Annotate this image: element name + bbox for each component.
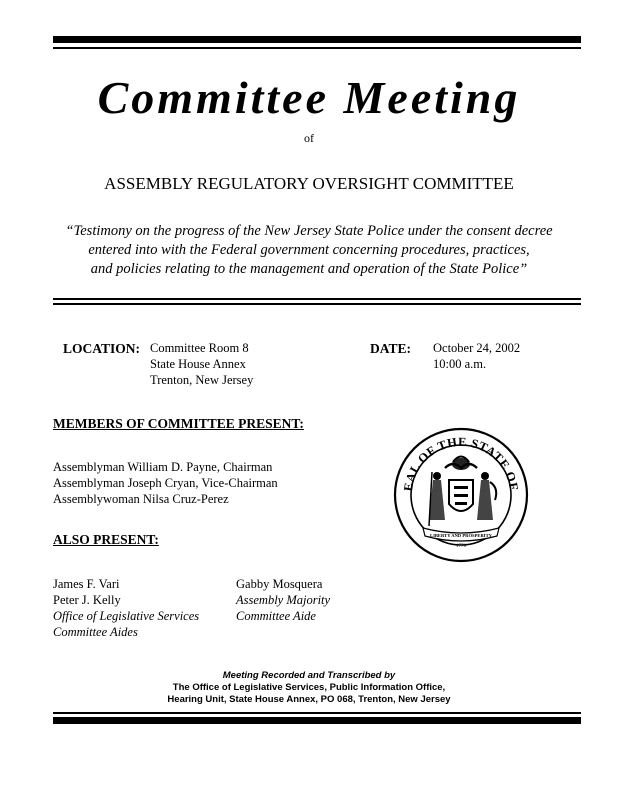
committee-name: ASSEMBLY REGULATORY OVERSIGHT COMMITTEE [104, 174, 514, 193]
middle-rule-thin-2 [53, 303, 581, 305]
staff-name: Gabby Mosquera [236, 577, 323, 591]
staff-role: Office of Legislative Services [53, 609, 200, 623]
location-line: Trenton, New Jersey [150, 373, 254, 387]
location-label: LOCATION: [63, 341, 141, 356]
footer-recorded: Meeting Recorded and Transcribed by [222, 670, 396, 681]
subject-line: “Testimony on the progress of the New Jersey State Police under the consent decree [65, 223, 553, 239]
footer-line-1: The Office of Legislative Services, Public Information Office, [172, 682, 446, 693]
page-title: Committee Meeting [97, 72, 521, 123]
subject-line: entered into with the Federal government concerning procedures, practices, [88, 242, 530, 258]
date-label: DATE: [370, 341, 412, 356]
member-name: Assemblyman Joseph Cryan, Vice-Chairman [53, 476, 278, 490]
subject-line: and policies relating to the management and operation of the State Police” [90, 261, 528, 277]
also-present-right [236, 576, 330, 624]
member-name: Assemblywoman Nilsa Cruz-Perez [53, 492, 229, 506]
meeting-subject [60, 222, 558, 279]
also-present-left [53, 576, 199, 640]
members-heading: MEMBERS OF COMMITTEE PRESENT: [53, 416, 304, 431]
svg-text:1776: 1776 [456, 544, 466, 549]
top-rule-thin [53, 47, 581, 49]
middle-rule-thin [53, 298, 581, 300]
svg-text:THE GREAT SEAL OF THE STATE OF: EAL OF THE STATE OF [401, 434, 521, 493]
date-line: 10:00 a.m. [433, 357, 487, 371]
date-block [433, 340, 520, 372]
bottom-rule-thin [53, 712, 581, 714]
bottom-rule-thick [53, 717, 581, 724]
staff-role: Committee Aides [53, 625, 138, 639]
location-block [150, 340, 253, 388]
staff-name: Peter J. Kelly [53, 593, 121, 607]
new-jersey-state-seal-icon [393, 416, 529, 574]
location-line: State House Annex [150, 357, 246, 371]
location-line: Committee Room 8 [150, 341, 249, 355]
svg-text:LIBERTY AND PROSPERITY: LIBERTY AND PROSPERITY [430, 533, 492, 538]
seal-graphic [393, 416, 529, 574]
staff-role: Assembly Majority [236, 593, 331, 607]
date-line: October 24, 2002 [433, 341, 521, 355]
staff-name: James F. Vari [53, 577, 120, 591]
members-list [53, 459, 278, 507]
top-rule-thick [53, 36, 581, 43]
title-of: of [304, 131, 314, 145]
also-present-heading: ALSO PRESENT: [53, 532, 159, 547]
footer-line-2: Hearing Unit, State House Annex, PO 068, Trenton, New Jersey [167, 694, 451, 705]
staff-role: Committee Aide [236, 609, 316, 623]
member-name: Assemblyman William D. Payne, Chairman [53, 460, 273, 474]
